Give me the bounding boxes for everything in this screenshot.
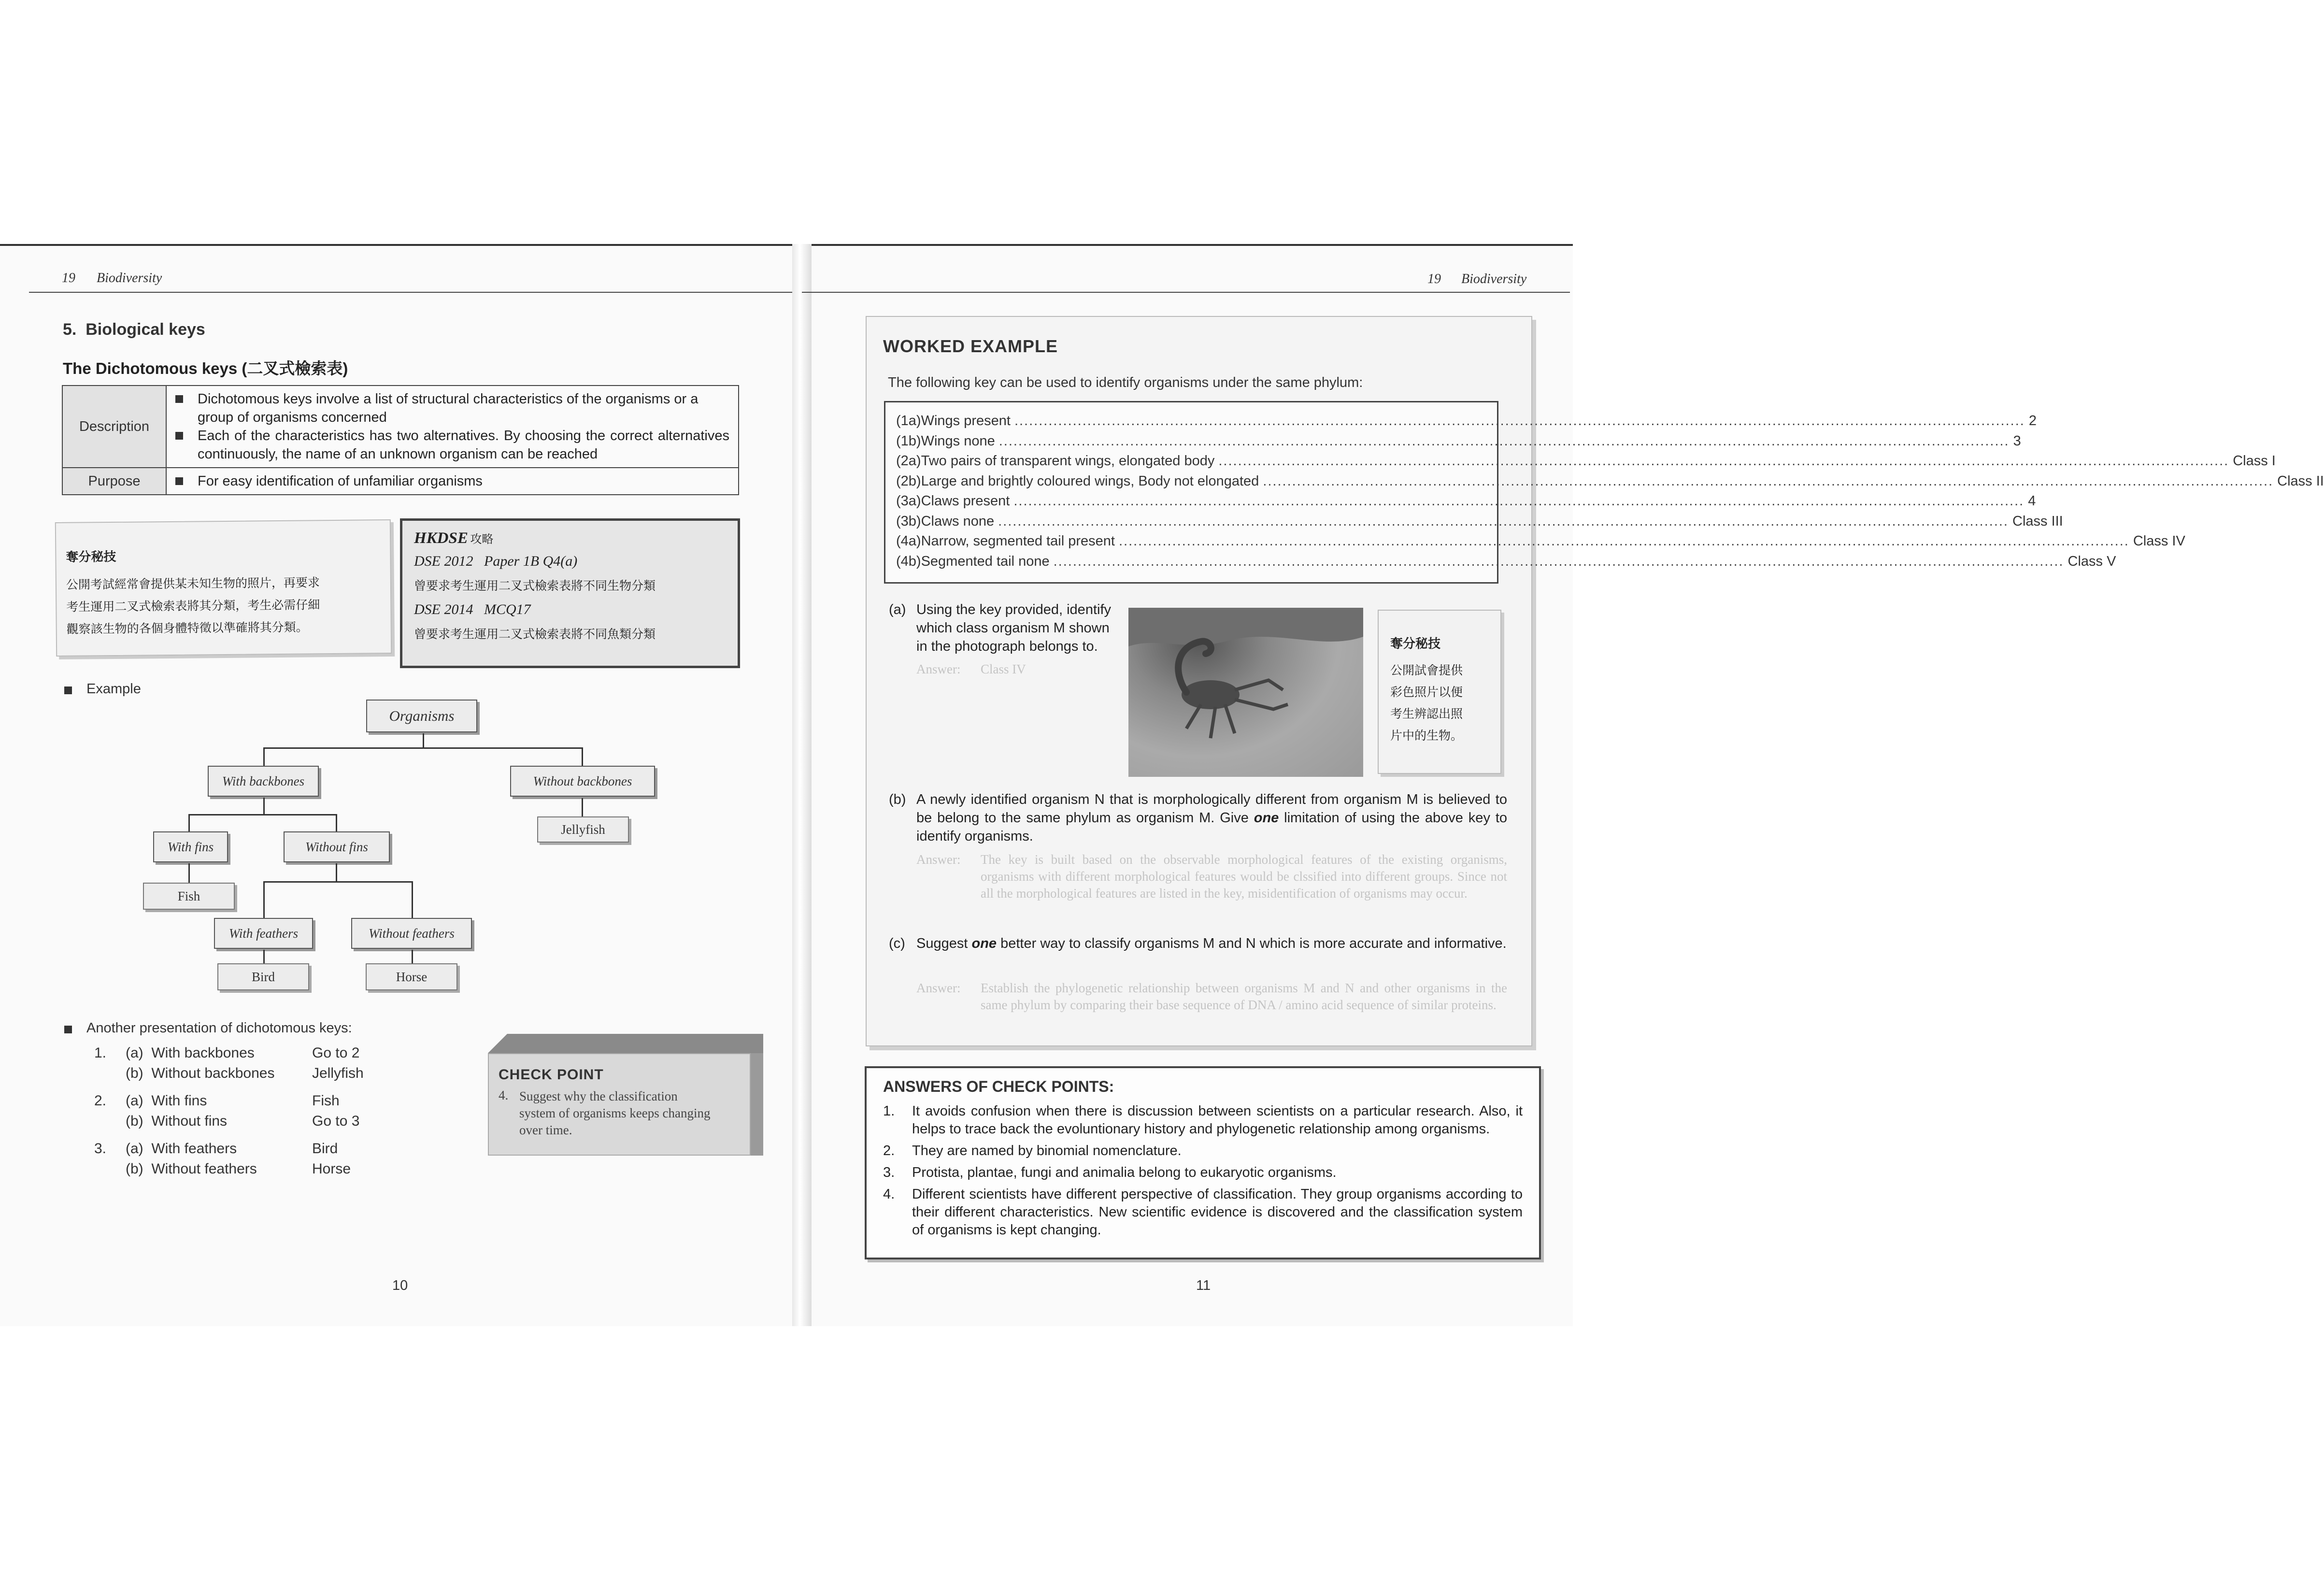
question-a-answer: Class IV — [981, 662, 1026, 676]
tree-node-with-fins: With fins — [153, 831, 228, 862]
worked-example-title: WORKED EXAMPLE — [883, 336, 1058, 356]
key-row-text: Large and brightly coloured wings, Body not elongated — [921, 473, 1259, 489]
tree-node-organisms: Organisms — [366, 700, 477, 732]
hkdse-item-1: DSE 2012 Paper 1B Q4(a) — [414, 553, 578, 569]
tree-node-with-backbones: With backbones — [208, 766, 319, 797]
key-1-number: 1. — [94, 1045, 107, 1061]
tip-right-line-4: 片中的生物。 — [1390, 729, 1463, 743]
dichotomous-key-table — [62, 385, 739, 495]
tip-note-right — [1378, 610, 1501, 774]
key-row-text: Segmented tail none — [921, 553, 1050, 569]
key-1a-result: Go to 2 — [312, 1045, 360, 1061]
answers-box — [865, 1066, 1541, 1259]
key-row-text: Claws none — [921, 513, 995, 529]
bullet-icon — [64, 686, 72, 694]
key-3a: (a) With feathers — [126, 1141, 237, 1157]
tip-right-line-2: 彩色照片以便 — [1390, 685, 1463, 699]
key-row-text: Wings none — [921, 433, 995, 449]
left-header-rule — [29, 292, 792, 293]
key-row: (4a) Narrow, segmented tail present ................................................................................................................................................................................................................ Class IV — [896, 533, 2185, 549]
key-1a: (a) With backbones — [126, 1045, 255, 1061]
tree-leaf-bird: Bird — [217, 963, 309, 990]
tree-node-without-feathers: Without feathers — [351, 918, 472, 949]
hkdse-item-2-cn: 曾要求考生運用二叉式檢索表將不同魚類分類 — [414, 627, 656, 641]
answers-title: ANSWERS OF CHECK POINTS: — [883, 1078, 1114, 1095]
purpose-label: Purpose — [62, 468, 166, 495]
question-a-label: (a) — [889, 602, 906, 617]
right-page-number: 11 — [1196, 1278, 1211, 1293]
key-3b: (b) Without feathers — [126, 1161, 257, 1177]
tip-line-3: 觀察該生物的各個身體特徵以準確將其分類。 — [66, 620, 308, 636]
key-row-result: Class IV — [2133, 533, 2185, 549]
key-3-number: 3. — [94, 1141, 107, 1157]
checkpoint-box — [488, 1053, 751, 1156]
key-row-num: (1b) — [896, 433, 921, 449]
question-c-text: Suggest one better way to classify organisms M and N which is more accurate and informative. — [916, 936, 1507, 951]
key-2b: (b) Without fins — [126, 1113, 228, 1129]
key-2b-result: Go to 3 — [312, 1113, 360, 1129]
another-presentation-label: Another presentation of dichotomous keys: — [86, 1020, 352, 1036]
key-row-result: 4 — [2028, 493, 2036, 509]
purpose-point: For easy identification of unfamiliar organisms — [198, 473, 483, 489]
tip-right-title: 奪分秘技 — [1390, 637, 1441, 651]
right-header-chapter: 19 — [1427, 272, 1441, 286]
key-row-result: Class III — [2012, 513, 2063, 529]
tree-leaf-horse: Horse — [366, 963, 457, 990]
section-title: 5. Biological keys — [63, 320, 205, 339]
key-row-text: Wings present — [921, 413, 1011, 429]
example-label: Example — [86, 681, 141, 697]
question-b-answer-label: Answer: — [916, 852, 961, 867]
key-row: (4b) Segmented tail none ................................................................................................................................................................................................................ Class V — [896, 553, 2116, 569]
tip-right-line-3: 考生辨認出照 — [1390, 707, 1463, 721]
key-2a: (a) With fins — [126, 1093, 207, 1109]
key-row-result: Class II — [2277, 473, 2324, 489]
question-c-answer: Establish the phylogenetic relationship between organisms M and N and other organisms in the same phylum by comparing their base sequence of DNA / amino acid sequence of similar proteins. — [981, 981, 1507, 1012]
description-point-2: Each of the characteristics has two alternatives. By choosing the correct alternatives continuously, the name of an unknown organism can be reached — [198, 428, 729, 462]
key-row: (3b) Claws none ................................................................................................................................................................................................................ Class III — [896, 513, 2063, 529]
tip-right-line-1: 公開試會提供 — [1390, 663, 1463, 677]
hkdse-item-2: DSE 2014 MCQ17 — [414, 601, 531, 617]
question-b-label: (b) — [889, 792, 906, 807]
key-2-number: 2. — [94, 1093, 107, 1109]
checkpoint-question: Suggest why the classification system of organisms keeps changing over time. — [519, 1089, 711, 1137]
checkpoint-box-top — [488, 1034, 763, 1053]
question-a-text: Using the key provided, identify which class organism M shown in the photograph belongs to. — [916, 602, 1111, 654]
answer-item: 2. They are named by binomial nomenclature. — [883, 1143, 1182, 1158]
phylum-key-box — [884, 401, 2324, 584]
worked-example-intro: The following key can be used to identify organisms under the same phylum: — [888, 375, 1363, 390]
tree-leaf-jellyfish: Jellyfish — [537, 816, 629, 843]
key-row-num: (3b) — [896, 513, 921, 529]
key-3b-result: Horse — [312, 1161, 351, 1177]
tree-leaf-fish: Fish — [143, 883, 235, 910]
question-c-label: (c) — [889, 936, 905, 951]
key-row-num: (2b) — [896, 473, 921, 489]
tree-node-without-fins: Without fins — [284, 831, 390, 862]
tip-note — [55, 519, 392, 657]
tree-node-with-feathers: With feathers — [214, 918, 313, 949]
key-row-result: Class I — [2233, 453, 2276, 469]
hkdse-title: HKDSE — [414, 529, 468, 547]
description-label: Description — [62, 386, 166, 468]
left-header-title: Biodiversity — [97, 271, 162, 286]
left-header-chapter: 19 — [62, 271, 75, 286]
key-row-result: 3 — [2013, 433, 2021, 449]
left-page-number: 10 — [392, 1278, 408, 1293]
question-b-text: A newly identified organism N that is morphologically different from organism M is believed to be belong to the same phylum as organism M. Give one limitation of using the above key to identify organisms. — [916, 792, 1507, 844]
key-row: (1b) Wings none ................................................................................................................................................................................................................ 3 — [896, 433, 2021, 449]
answer-item: 4. Different scientists have different perspective of classification. They group organisms according to their different characteristics. New scientific evidence is discovered and the classification system of organisms is kept changing. — [883, 1187, 1523, 1238]
checkpoint-title: CHECK POINT — [499, 1067, 604, 1083]
key-row: (1a) Wings present ................................................................................................................................................................................................................ 2 — [896, 413, 2037, 429]
tip-line-2: 考生運用二叉式檢索表將其分類，考生必需仔細 — [66, 598, 320, 614]
key-row: (2b) Large and brightly coloured wings, Body not elongated ................................................................................................................................................................................................................ Class II — [896, 473, 2324, 489]
bullet-icon — [175, 432, 183, 440]
key-1b: (b) Without backbones — [126, 1065, 275, 1081]
question-b-answer: The key is built based on the observable morphological features of the existing organisms, organisms with different morphological features would be clssified into different groups. Since not all the morphological features are listed in the key, misidentification of organisms may occur. — [981, 852, 1507, 901]
scorpion-photo — [1128, 608, 1363, 777]
bullet-icon — [175, 395, 183, 403]
right-header-title: Biodiversity — [1461, 272, 1527, 286]
key-3a-result: Bird — [312, 1141, 338, 1157]
tip-title: 奪分秘技 — [66, 549, 116, 565]
checkpoint-number: 4. — [499, 1088, 509, 1102]
hkdse-box — [400, 518, 740, 668]
key-row: (3a) Claws present ................................................................................................................................................................................................................ 4 — [896, 493, 2036, 509]
key-2a-result: Fish — [312, 1093, 340, 1109]
subsection-title: The Dichotomous keys (二叉式檢索表) — [63, 359, 348, 377]
answer-item: 3. Protista, plantae, fungi and animalia belong to eukaryotic organisms. — [883, 1165, 1337, 1180]
answer-item: 1. It avoids confusion when there is discussion between scientists on a particular research. Also, it helps to trace back the evoluntionary history and phylogenetic relationship among organisms. — [883, 1103, 1523, 1137]
checkpoint-box-side — [751, 1053, 763, 1156]
bullet-icon — [64, 1026, 72, 1033]
key-row-result: Class V — [2067, 553, 2116, 569]
question-a-answer-label: Answer: — [916, 662, 961, 676]
tip-line-1: 公開考試經常會提供某未知生物的照片，再要求 — [66, 575, 320, 592]
hkdse-title-cn: 攻略 — [470, 532, 494, 546]
key-row-text: Narrow, segmented tail present — [921, 533, 1115, 549]
key-row-text: Two pairs of transparent wings, elongated body — [921, 453, 1215, 469]
bullet-icon — [175, 477, 183, 485]
question-c-answer-label: Answer: — [916, 981, 961, 995]
description-point-1: Dichotomous keys involve a list of structural characteristics of the organisms or a group of organisms concerned — [198, 391, 699, 425]
key-row-num: (4a) — [896, 533, 921, 549]
key-row-result: 2 — [2028, 413, 2037, 429]
key-row: (2a) Two pairs of transparent wings, elongated body ................................................................................................................................................................................................................ Class I — [896, 453, 2276, 469]
right-header-rule — [802, 292, 1570, 293]
key-row-num: (1a) — [896, 413, 921, 429]
key-row-num: (3a) — [896, 493, 921, 509]
key-1b-result: Jellyfish — [312, 1065, 364, 1081]
key-row-num: (2a) — [896, 453, 921, 469]
key-row-num: (4b) — [896, 553, 921, 569]
tree-node-without-backbones: Without backbones — [510, 766, 655, 797]
hkdse-item-1-cn: 曾要求考生運用二叉式檢索表將不同生物分類 — [414, 579, 656, 593]
key-row-text: Claws present — [921, 493, 1010, 509]
book-spine — [792, 244, 812, 1326]
